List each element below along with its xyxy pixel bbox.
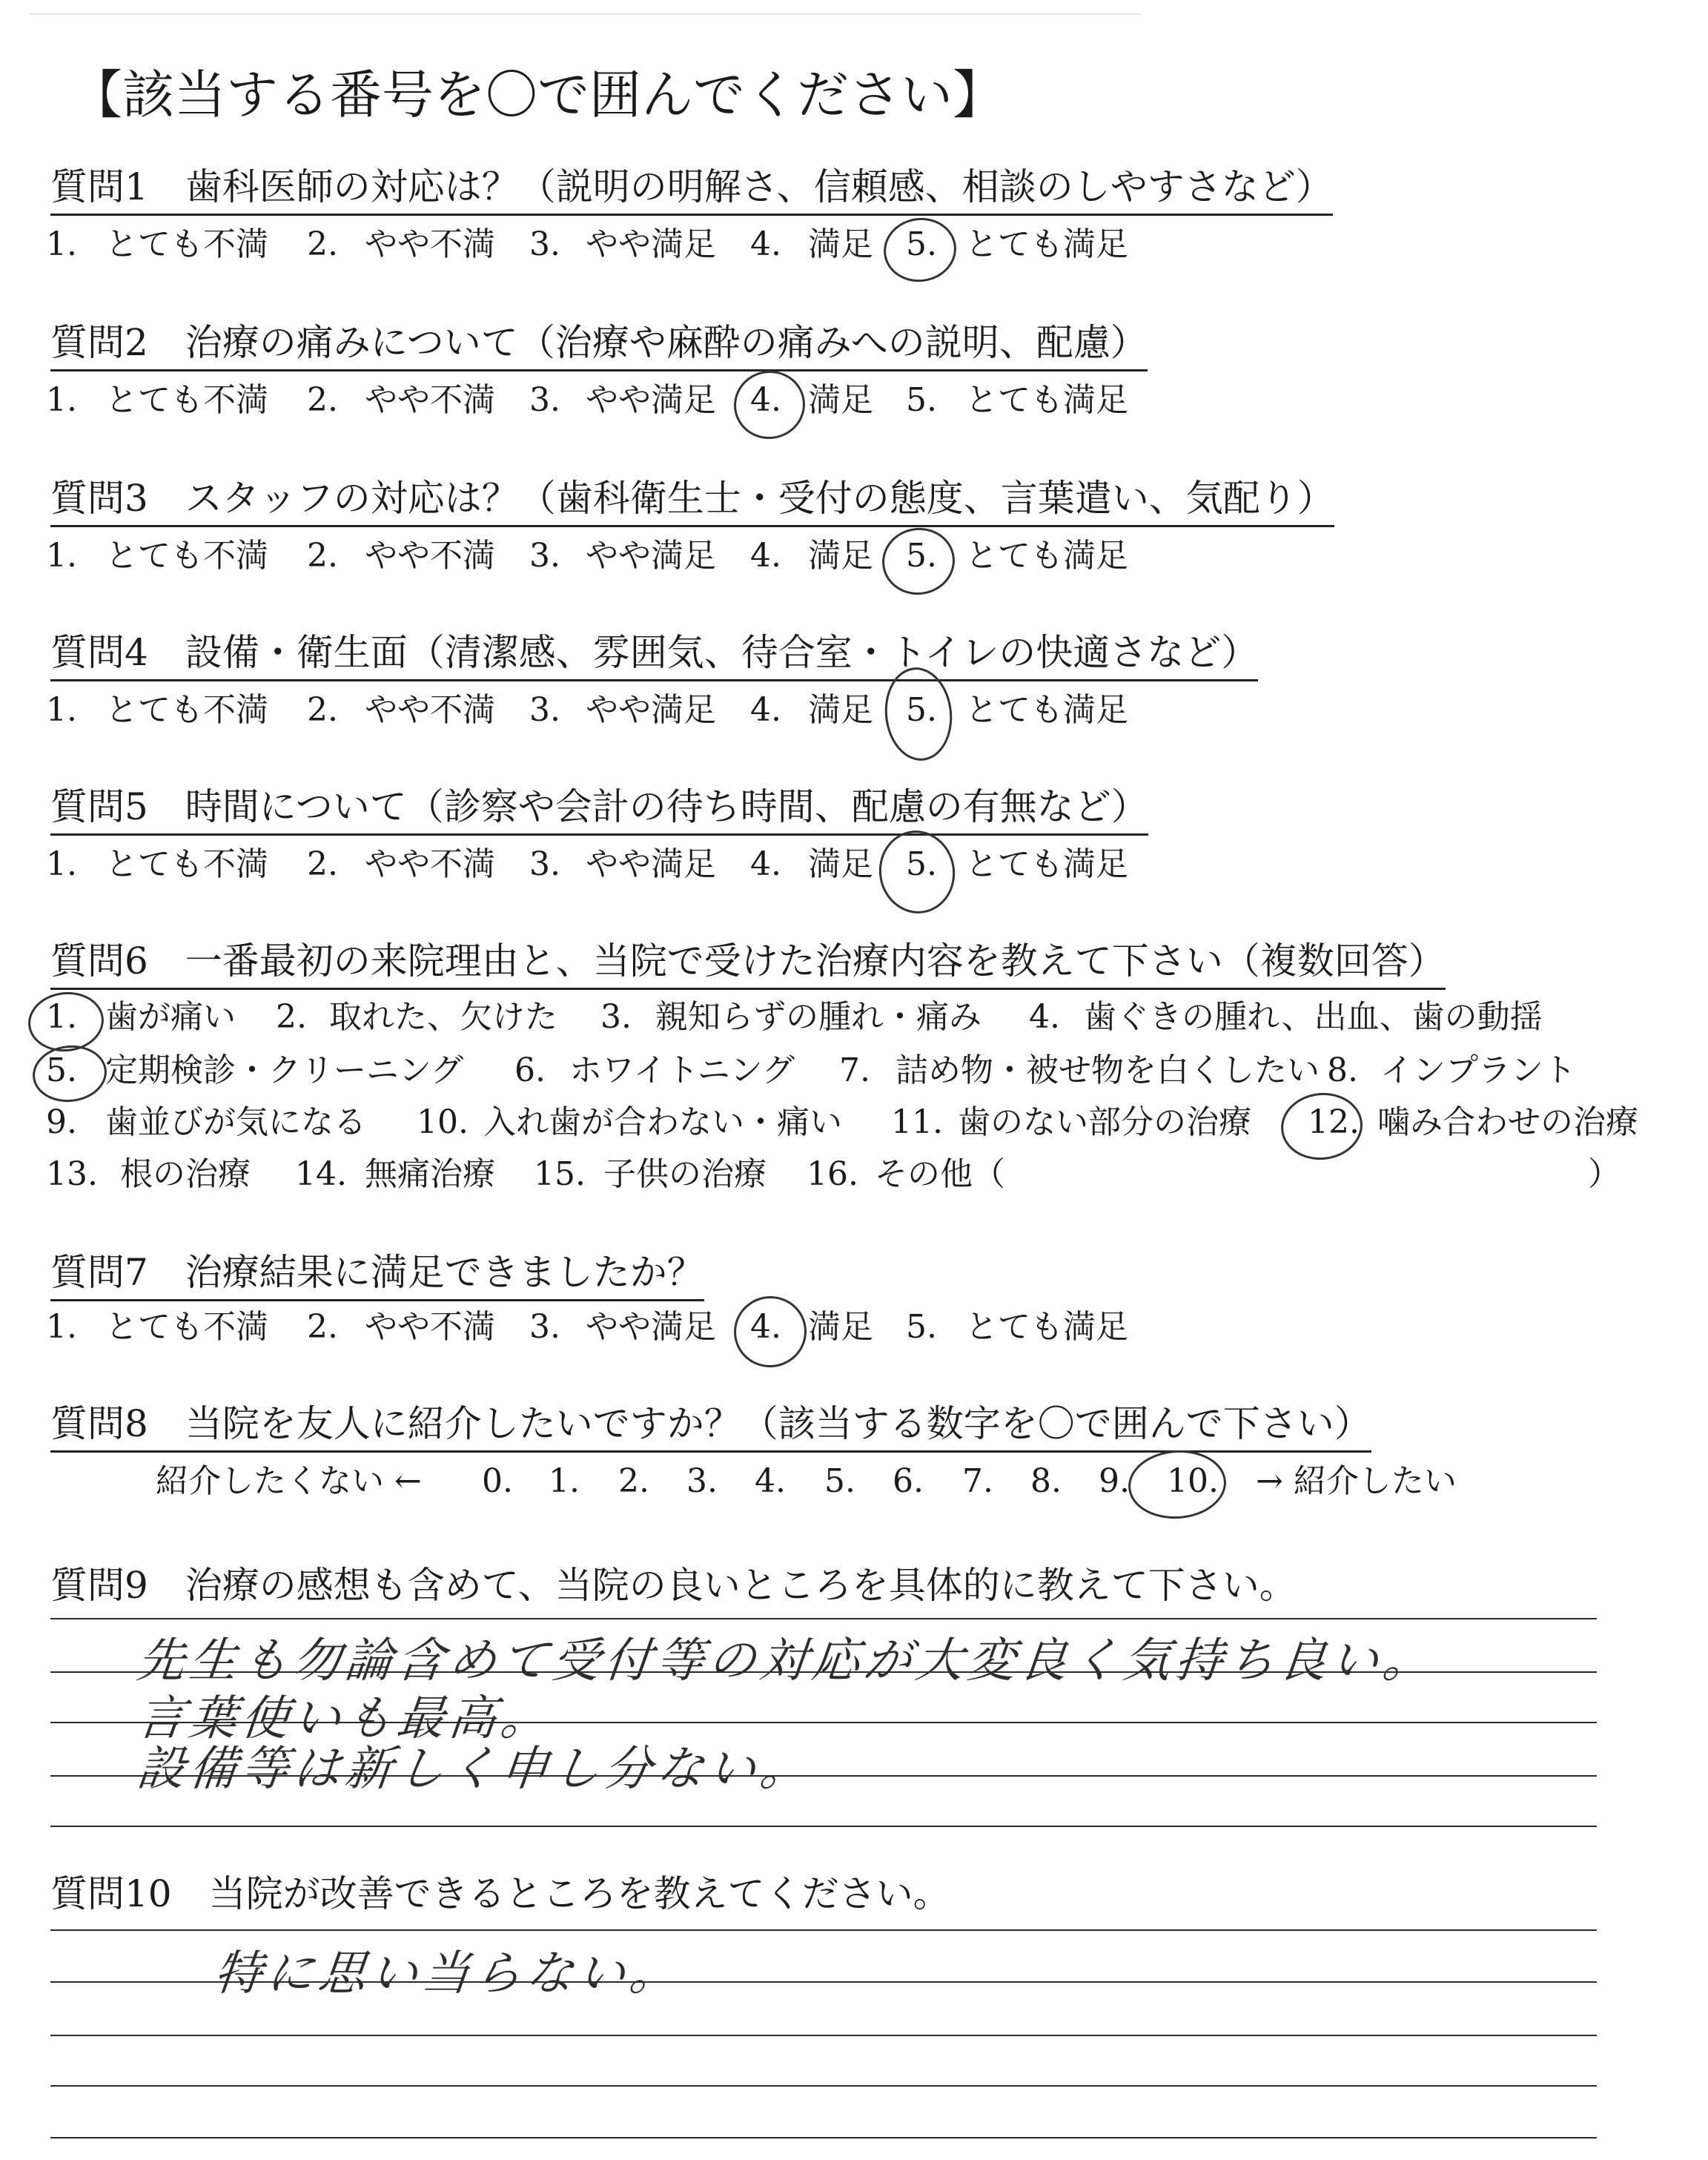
option-label: インプラント bbox=[1380, 1051, 1576, 1089]
option-num[interactable]: 1. bbox=[46, 225, 77, 263]
option-label: やや満足 bbox=[586, 691, 716, 729]
option-num[interactable]: 5. bbox=[906, 381, 937, 419]
option-label: とても不満 bbox=[105, 537, 268, 575]
option-num[interactable]: 3. bbox=[600, 998, 632, 1036]
option-label: ホワイトニング bbox=[569, 1051, 795, 1089]
option-num[interactable]: 5. bbox=[906, 225, 937, 263]
scan-edge-line bbox=[30, 13, 1142, 15]
option-num[interactable]: 1. bbox=[46, 691, 77, 729]
option-label: とても満足 bbox=[965, 1308, 1128, 1346]
option-label: 歯が痛い bbox=[105, 998, 236, 1036]
option-label: やや不満 bbox=[365, 225, 495, 263]
option-label: やや満足 bbox=[586, 381, 716, 419]
option-label: 満足 bbox=[808, 1308, 873, 1346]
option-num[interactable]: 3. bbox=[529, 845, 560, 883]
scale-value[interactable]: 4. bbox=[755, 1462, 786, 1500]
option-label: やや不満 bbox=[365, 691, 495, 729]
question-7-title: 質問7 治療結果に満足できましたか？ bbox=[50, 1247, 704, 1301]
scale-value[interactable]: 6. bbox=[893, 1462, 924, 1500]
instruction-header: 【該当する番号を〇で囲んでください】 bbox=[70, 65, 1004, 125]
option-num[interactable]: 3. bbox=[529, 225, 560, 263]
option-label: 歯ぐきの腫れ、出血、歯の動揺 bbox=[1084, 998, 1543, 1036]
scale-value[interactable]: 9. bbox=[1099, 1462, 1130, 1500]
option-num[interactable]: 3. bbox=[529, 381, 560, 419]
option-label: 歯のない部分の治療 bbox=[958, 1103, 1251, 1141]
option-num[interactable]: 11. bbox=[891, 1103, 943, 1141]
option-label: とても満足 bbox=[965, 381, 1128, 419]
option-num[interactable]: 10. bbox=[417, 1103, 469, 1141]
option-num[interactable]: 2. bbox=[307, 1308, 338, 1346]
option-num[interactable]: 7. bbox=[839, 1051, 870, 1089]
option-label: 満足 bbox=[808, 537, 873, 575]
option-num[interactable]: 1. bbox=[46, 381, 77, 419]
option-label: とても不満 bbox=[105, 225, 268, 263]
option-num[interactable]: 5. bbox=[906, 537, 937, 575]
option-num[interactable]: 4. bbox=[1029, 998, 1060, 1036]
option-label: とても満足 bbox=[965, 537, 1128, 575]
option-num[interactable]: 9. bbox=[46, 1103, 77, 1141]
question-1-title: 質問1 歯科医師の対応は？（説明の明解さ、信頼感、相談のしやすさなど） bbox=[50, 162, 1333, 216]
option-label: 根の治療 bbox=[120, 1155, 251, 1193]
option-label: 取れた、欠けた bbox=[329, 998, 557, 1036]
scale-value[interactable]: 0. bbox=[482, 1462, 513, 1500]
option-num[interactable]: 2. bbox=[307, 691, 338, 729]
option-num[interactable]: 4. bbox=[750, 381, 781, 419]
option-num[interactable]: 13. bbox=[46, 1155, 98, 1193]
option-label: やや満足 bbox=[586, 225, 716, 263]
scale-value[interactable]: 7. bbox=[962, 1462, 993, 1500]
other-close-paren: ） bbox=[1588, 1155, 1621, 1193]
option-label: やや不満 bbox=[365, 1308, 495, 1346]
option-label: 満足 bbox=[808, 691, 873, 729]
option-num[interactable]: 8. bbox=[1327, 1051, 1358, 1089]
option-num[interactable]: 5. bbox=[906, 1308, 937, 1346]
option-label: 噛み合わせの治療 bbox=[1377, 1103, 1638, 1141]
option-num[interactable]: 5. bbox=[906, 845, 937, 883]
scale-value[interactable]: 5. bbox=[824, 1462, 855, 1500]
option-label: 入れ歯が合わない・痛い bbox=[483, 1103, 842, 1141]
option-label: 無痛治療 bbox=[365, 1155, 495, 1193]
scale-value[interactable]: 8. bbox=[1030, 1462, 1062, 1500]
option-num[interactable]: 2. bbox=[307, 381, 338, 419]
option-label: 親知らずの腫れ・痛み bbox=[655, 998, 982, 1036]
option-label: とても満足 bbox=[965, 845, 1128, 883]
question-8-title: 質問8 当院を友人に紹介したいですか？（該当する数字を〇で囲んで下さい） bbox=[50, 1398, 1371, 1453]
option-label: やや満足 bbox=[586, 537, 716, 575]
option-label: 満足 bbox=[808, 381, 873, 419]
option-label: 満足 bbox=[808, 225, 873, 263]
option-label: とても満足 bbox=[965, 225, 1128, 263]
option-label: やや不満 bbox=[365, 537, 495, 575]
question-10-title: 質問10 当院が改善できるところを教えてください。 bbox=[50, 1872, 950, 1915]
option-num[interactable]: 4. bbox=[750, 845, 781, 883]
option-num[interactable]: 16. bbox=[807, 1155, 858, 1193]
option-num[interactable]: 2. bbox=[307, 537, 338, 575]
option-num[interactable]: 12. bbox=[1308, 1103, 1360, 1141]
option-num[interactable]: 1. bbox=[46, 537, 77, 575]
option-label: 子供の治療 bbox=[603, 1155, 767, 1193]
answer-line bbox=[50, 2035, 1597, 2036]
scale-value[interactable]: 3. bbox=[686, 1462, 718, 1500]
scale-right-label: → 紹介したい bbox=[1256, 1462, 1457, 1500]
option-label: とても不満 bbox=[105, 381, 268, 419]
answer-line bbox=[50, 2085, 1597, 2087]
handwritten-answer: 特に思い当らない。 bbox=[211, 1946, 685, 2001]
answer-line bbox=[50, 1618, 1597, 1619]
option-label: やや満足 bbox=[586, 845, 716, 883]
scale-value[interactable]: 1. bbox=[549, 1462, 580, 1500]
handwritten-answer: 先生も勿論含めて受付等の対応が大変良く気持ち良い。 bbox=[134, 1634, 1438, 1688]
option-label: 詰め物・被せ物を白くしたい bbox=[896, 1051, 1320, 1089]
option-num[interactable]: 3. bbox=[529, 537, 560, 575]
question-9-title: 質問9 治療の感想も含めて、当院の良いところを具体的に教えて下さい。 bbox=[50, 1564, 1297, 1607]
option-num[interactable]: 15. bbox=[534, 1155, 586, 1193]
question-3-title: 質問3 スタッフの対応は？（歯科衛生士・受付の態度、言葉遣い、気配り） bbox=[50, 473, 1334, 527]
option-label: とても不満 bbox=[105, 845, 268, 883]
option-label: とても不満 bbox=[105, 691, 268, 729]
answer-line bbox=[50, 1929, 1597, 1931]
option-label: 歯並びが気になる bbox=[105, 1103, 366, 1141]
question-2-title: 質問2 治療の痛みについて（治療や麻酔の痛みへの説明、配慮） bbox=[50, 317, 1148, 371]
option-num[interactable]: 2. bbox=[276, 998, 307, 1036]
option-num[interactable]: 3. bbox=[529, 691, 560, 729]
question-5-title: 質問5 時間について（診察や会計の待ち時間、配慮の有無など） bbox=[50, 782, 1148, 836]
option-num[interactable]: 3. bbox=[529, 1308, 560, 1346]
option-num[interactable]: 2. bbox=[307, 225, 338, 263]
option-num[interactable]: 6. bbox=[514, 1051, 546, 1089]
option-label: やや満足 bbox=[586, 1308, 716, 1346]
scale-left-label: 紹介したくない ← bbox=[156, 1462, 422, 1500]
option-label: とても満足 bbox=[965, 691, 1128, 729]
handwritten-answer: 言葉使いも最高。 bbox=[134, 1691, 556, 1746]
question-4-title: 質問4 設備・衛生面（清潔感、雰囲気、待合室・トイレの快適さなど） bbox=[50, 627, 1258, 681]
option-label: とても不満 bbox=[105, 1308, 268, 1346]
option-label: やや不満 bbox=[365, 381, 495, 419]
option-num[interactable]: 1. bbox=[46, 1308, 77, 1346]
option-label: 定期検診・クリーニング bbox=[105, 1051, 464, 1089]
option-label: その他（ bbox=[875, 1155, 1005, 1193]
option-num[interactable]: 5. bbox=[46, 1051, 77, 1089]
option-label: 満足 bbox=[808, 845, 873, 883]
option-num[interactable]: 4. bbox=[750, 691, 781, 729]
question-6-title: 質問6 一番最初の来院理由と、当院で受けた治療内容を教えて下さい（複数回答） bbox=[50, 936, 1446, 990]
answer-line bbox=[50, 1826, 1597, 1827]
scale-value[interactable]: 2. bbox=[618, 1462, 649, 1500]
option-num[interactable]: 1. bbox=[46, 845, 77, 883]
option-num[interactable]: 4. bbox=[750, 1308, 781, 1346]
option-num[interactable]: 5. bbox=[906, 691, 937, 729]
option-num[interactable]: 14. bbox=[295, 1155, 347, 1193]
option-label: やや不満 bbox=[365, 845, 495, 883]
scale-value[interactable]: 10. bbox=[1167, 1462, 1219, 1500]
option-num[interactable]: 4. bbox=[750, 225, 781, 263]
option-num[interactable]: 2. bbox=[307, 845, 338, 883]
option-num[interactable]: 4. bbox=[750, 537, 781, 575]
answer-line bbox=[50, 2137, 1597, 2138]
handwritten-answer: 設備等は新しく申し分ない。 bbox=[134, 1742, 815, 1797]
option-num[interactable]: 1. bbox=[46, 998, 77, 1036]
